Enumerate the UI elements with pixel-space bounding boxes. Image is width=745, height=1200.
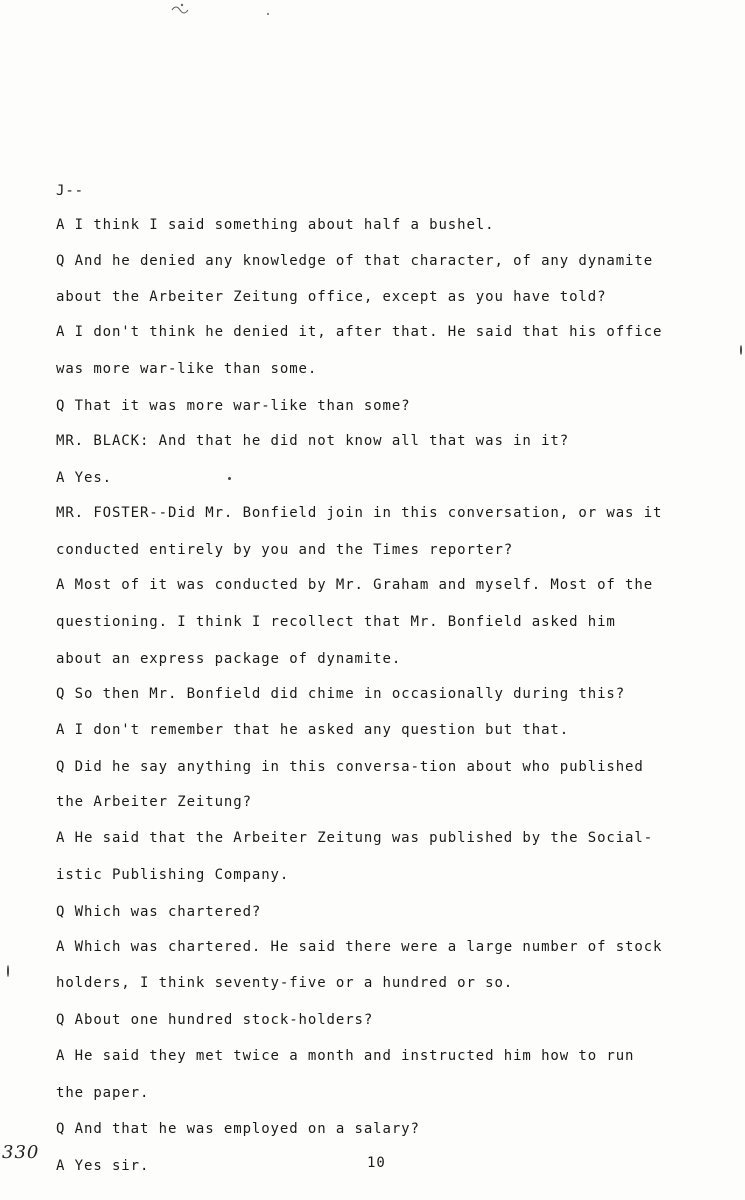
scan-speck (228, 477, 231, 480)
transcript-line: Q That it was more war-like than some? (56, 398, 411, 414)
transcript-line: the Arbeiter Zeitung? (56, 794, 252, 810)
section-marker: J-- (56, 183, 84, 199)
transcript-line: MR. BLACK: And that he did not know all that was in it? (56, 433, 570, 449)
transcript-line: conducted entirely by you and the Times reporter? (56, 542, 514, 558)
transcript-line: Q And that he was employed on a salary? (56, 1121, 420, 1137)
transcript-line: A I think I said something about half a bushel. (56, 217, 495, 233)
transcript-line: A Which was chartered. He said there were a large number of stock (56, 939, 663, 955)
transcript-line: holders, I think seventy-five or a hundred or so. (56, 975, 514, 991)
transcript-line: about an express package of dynamite. (56, 651, 402, 667)
scan-speck (7, 965, 9, 977)
transcript-line: Q Did he say anything in this conversa-tion about who published (56, 759, 644, 775)
margin-page-number: 330 (2, 1142, 40, 1163)
scan-marks (170, 0, 290, 20)
transcript-line: about the Arbeiter Zeitung office, except as you have told? (56, 289, 607, 305)
transcript-line: the paper. (56, 1085, 150, 1101)
transcript-line: A He said they met twice a month and instructed him how to run (56, 1048, 635, 1064)
transcript-line: A I don't think he denied it, after that. He said that his office (56, 324, 663, 340)
transcript-line: A He said that the Arbeiter Zeitung was published by the Social- (56, 830, 654, 846)
transcript-line: MR. FOSTER--Did Mr. Bonfield join in this conversation, or was it (56, 505, 663, 521)
transcript-line: Q So then Mr. Bonfield did chime in occasionally during this? (56, 686, 626, 702)
transcript-line: istic Publishing Company. (56, 867, 290, 883)
transcript-line: Q And he denied any knowledge of that character, of any dynamite (56, 253, 654, 269)
transcript-line: A Most of it was conducted by Mr. Graham and myself. Most of the (56, 577, 654, 593)
scan-speck (740, 345, 742, 355)
transcript-line: A Yes sir. (56, 1158, 150, 1174)
page-number: 10 (367, 1155, 386, 1171)
transcript-line: was more war-like than some. (56, 361, 318, 377)
transcript-line: A I don't remember that he asked any question but that. (56, 722, 570, 738)
transcript-line: Q Which was chartered? (56, 904, 262, 920)
transcript-line: A Yes. (56, 470, 112, 486)
transcript-line: questioning. I think I recollect that Mr. Bonfield asked him (56, 614, 616, 630)
transcript-line: Q About one hundred stock-holders? (56, 1012, 374, 1028)
